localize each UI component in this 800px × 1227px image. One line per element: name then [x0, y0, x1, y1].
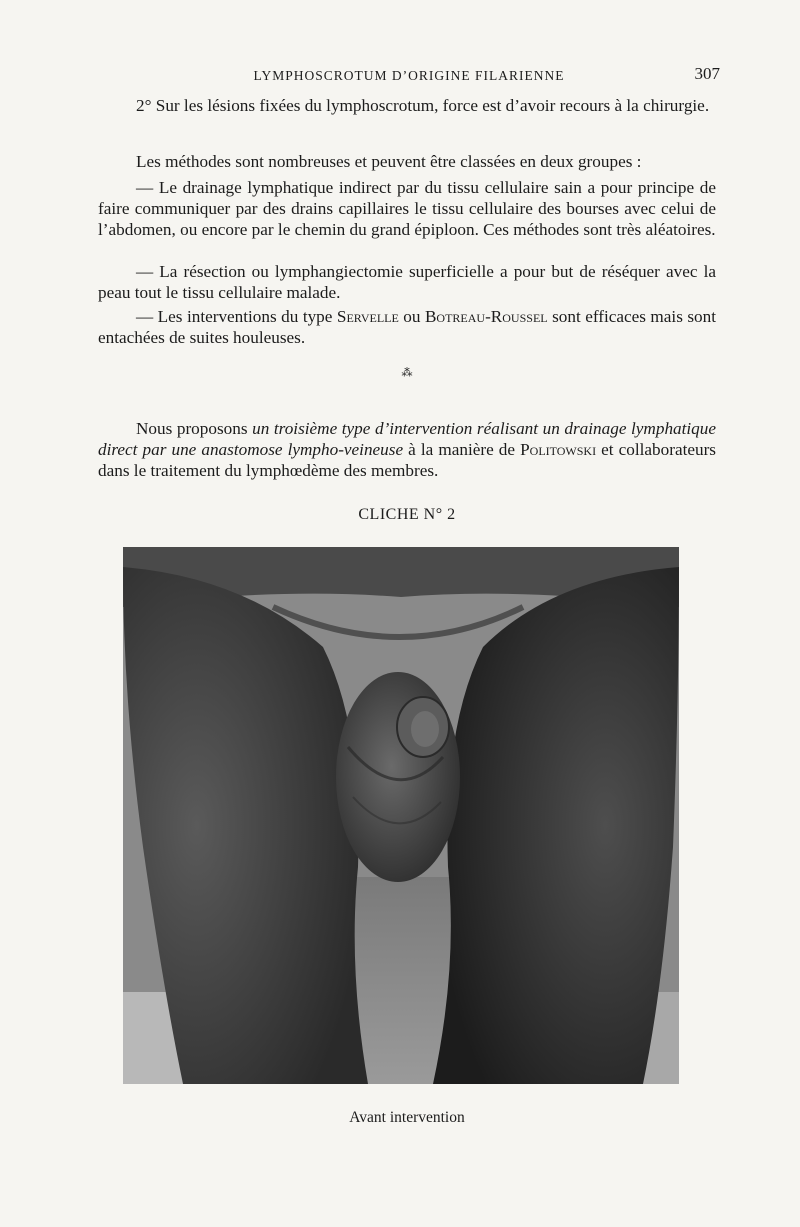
paragraph-resection: — La résection ou lymphangiectomie superficielle a pour but de réséquer avec la peau tout le tissu cellulaire malade.	[98, 262, 716, 302]
surgeon-name-servelle: Servelle	[336, 307, 399, 326]
text-span: et collaborateurs dans le traitement du lymphœdème des membres.	[98, 440, 716, 480]
page-number: 307	[694, 64, 720, 83]
surgeon-name-botreau-roussel: Botreau-Roussel	[424, 307, 548, 326]
running-header	[98, 64, 720, 88]
paragraph-surgery: 2° Sur les lésions fixées du lymphoscrotum, force est d’avoir recours à la chirurgie.	[136, 96, 710, 115]
figure-caption: Avant intervention	[349, 1109, 465, 1126]
photo-illustration	[123, 547, 679, 1084]
paragraph-methods: Les méthodes sont nombreuses et peuvent être classées en deux groupes :	[136, 152, 642, 171]
section-separator: ⁂	[401, 367, 413, 379]
text-span: — Les interventions du type	[136, 307, 337, 326]
running-title: LYMPHOSCROTUM D’ORIGINE FILARIENNE	[253, 68, 565, 83]
text-span: sont efficaces mais sont entachées de suites houleuses.	[98, 307, 717, 347]
text-span: à la manière de	[403, 440, 521, 459]
text-span: ou	[398, 307, 425, 326]
italic-span: un troisième type d’intervention réalisant un drainage lymphatique direct par une anastomose lympho-veineuse	[98, 419, 716, 459]
paragraph-indirect-drainage: — Le drainage lymphatique indirect par du tissu cellulaire sain a pour principe de faire communiquer par des drains capillaires le tissu cellulaire des bourses avec celui de l’abdomen, ou encore par le chemin du grand épiploon. Ces méthodes sont très aléatoires.	[98, 178, 716, 239]
text-span: Nous proposons	[136, 419, 253, 438]
figure-label: CLICHE N° 2	[358, 506, 456, 523]
paragraph-proposal	[98, 418, 716, 481]
clinical-photo	[123, 547, 679, 1084]
paragraph-interventions	[98, 306, 716, 348]
author-name-politowski: Politowski	[520, 440, 597, 459]
